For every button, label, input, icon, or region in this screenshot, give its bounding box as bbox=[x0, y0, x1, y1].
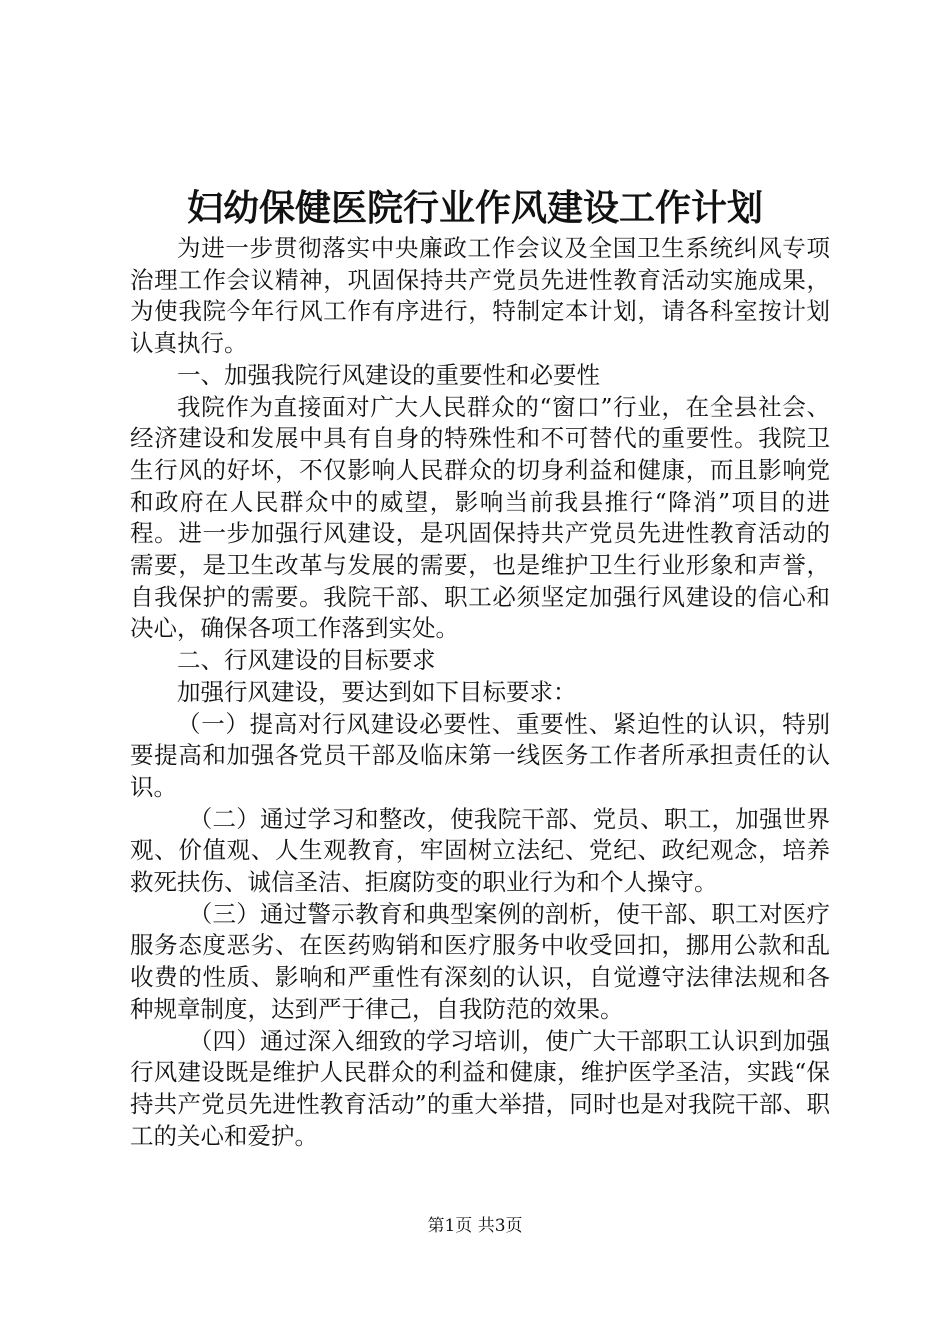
section-1-paragraph: 我院作为直接面对广大人民群众的“窗口”行业，在全县社会、经济建设和发展中具有自身的特殊性和不可替代的重要性。我院卫生行风的好坏，不仅影响人民群众的切身利益和健康，而且影响党和政府在人民群众中的威望，影响当前我县推行“降消”项目的进程。进一步加强行风建设，是巩固保持共产党员先进性教育活动的需要，是卫生改革与发展的需要，也是维护卫生行业形象和声誉，自我保护的需要。我院干部、职工必须坚定加强行风建设的信心和决心，确保各项工作落到实处。 bbox=[130, 392, 830, 643]
section-heading-1: 一、加强我院行风建设的重要性和必要性 bbox=[177, 360, 600, 389]
goal-item-2: （二）通过学习和整改，使我院干部、党员、职工，加强世界观、价值观、人生观教育，牢固树立法纪、党纪、政纪观念，培养救死扶伤、诚信圣洁、拒腐防变的职业行为和个人操守。 bbox=[130, 804, 830, 897]
section-2-intro: 加强行风建设，要达到如下目标要求： bbox=[177, 677, 577, 706]
section-heading-2: 二、行风建设的目标要求 bbox=[177, 646, 436, 675]
page-footer: 第1页 共3页 bbox=[427, 1216, 523, 1236]
goal-item-4: （四）通过深入细致的学习培训，使广大干部职工认识到加强行风建设既是维护人民群众的利益和健康，维护医学圣洁，实践“保持共产党员先进性教育活动”的重大举措，同时也是对我院干部、职工的关心和爱护。 bbox=[130, 1026, 830, 1150]
document-body bbox=[130, 233, 830, 1152]
goal-item-1: （一）提高对行风建设必要性、重要性、紧迫性的认识，特别要提高和加强各党员干部及临床第一线医务工作者所承担责任的认识。 bbox=[130, 709, 830, 801]
goal-item-3: （三）通过警示教育和典型案例的剖析，使干部、职工对医疗服务态度恶劣、在医药购销和医疗服务中收受回扣，挪用公款和乱收费的性质、影响和严重性有深刻的认识，自觉遵守法律法规和各种规章制度，达到严于律己，自我防范的效果。 bbox=[130, 899, 830, 1023]
document-title: 妇幼保健医院行业作风建设工作计划 bbox=[186, 187, 763, 229]
intro-paragraph: 为进一步贯彻落实中央廉政工作会议及全国卫生系统纠风专项治理工作会议精神，巩固保持共产党员先进性教育活动实施成果，为使我院今年行风工作有序进行，特制定本计划，请各科室按计划认真执行。 bbox=[130, 234, 830, 358]
